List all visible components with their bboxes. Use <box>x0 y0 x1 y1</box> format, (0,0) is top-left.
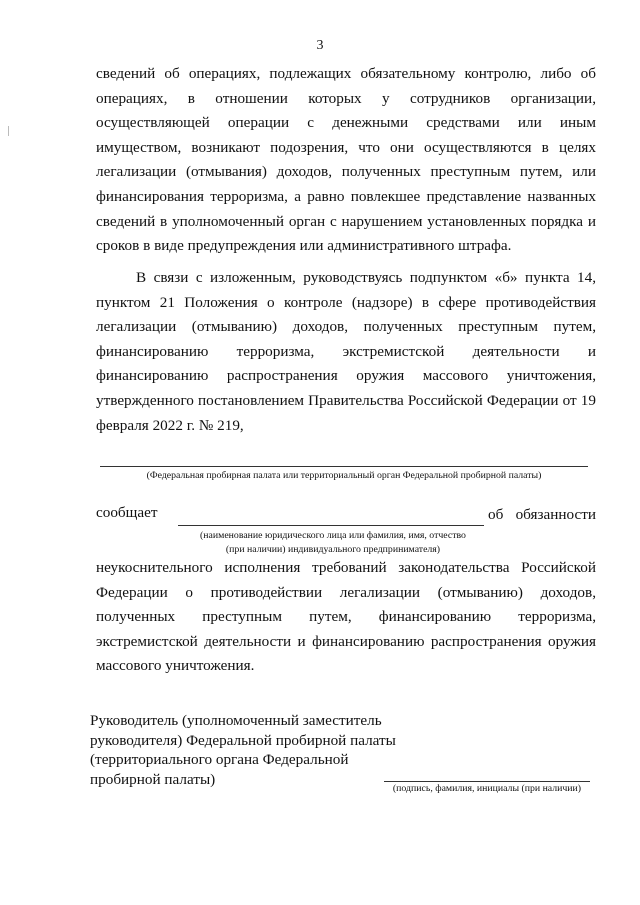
entity-fill-line <box>178 525 484 526</box>
authority-fill-line <box>100 466 588 467</box>
entity-caption-line-1: (наименование юридического лица или фамилия, имя, отчество <box>200 530 466 541</box>
paragraph-obligation: неукоснительного исполнения требований законодательства Российской Федерации о противодействии легализации (отмыванию) доходов, полученных преступным путем, финансированию терроризма, экстремистской деятельности и финансированию распространения оружия массового уничтожения. <box>96 559 596 675</box>
page-number: 3 <box>316 38 324 53</box>
about-duty-label: об обязанности <box>488 506 596 523</box>
signature-caption: (подпись, фамилия, инициалы (при наличии) <box>392 783 582 794</box>
authority-field-caption: (Федеральная пробирная палата или территориальный орган Федеральной пробирной палаты) <box>146 470 542 481</box>
informs-label: сообщает <box>96 504 158 521</box>
entity-caption-line-2: (при наличии) индивидуального предпринимателя) <box>225 544 441 555</box>
margin-mark <box>8 126 9 136</box>
signer-block: Руководитель (уполномоченный заместитель руководителя) Федеральной пробирной палаты (территориального органа Федеральной пробирной палаты) <box>90 712 396 788</box>
entity-field-caption <box>178 529 488 557</box>
paragraph-offenses: сведений об операциях, подлежащих обязательному контролю, либо об операциях, в отношении которых у сотрудников организации, осуществляющей операции с денежными средствами или иным имуществом, возникают подозрения, что они осуществляются в целях легализации (отмывания) доходов, полученных преступным путем, или финансирования терроризма, а равно повлекшее представление названных сведений в уполномоченный орган с нарушением установленных порядка и сроков в виде предупреждения или административного штрафа. <box>96 65 596 255</box>
signature-fill-line <box>384 781 590 782</box>
paragraph-grounds: В связи с изложенным, руководствуясь подпунктом «б» пункта 14, пунктом 21 Положения о контроле (надзоре) в сфере противодействия легализации (отмыванию) доходов, полученных преступным путем, финансированию терроризма, экстремистской деятельности и финансированию распространения оружия массового уничтожения, утвержденного постановлением Правительства Российской Федерации от 19 февраля 2022 г. № 219, <box>96 269 596 434</box>
